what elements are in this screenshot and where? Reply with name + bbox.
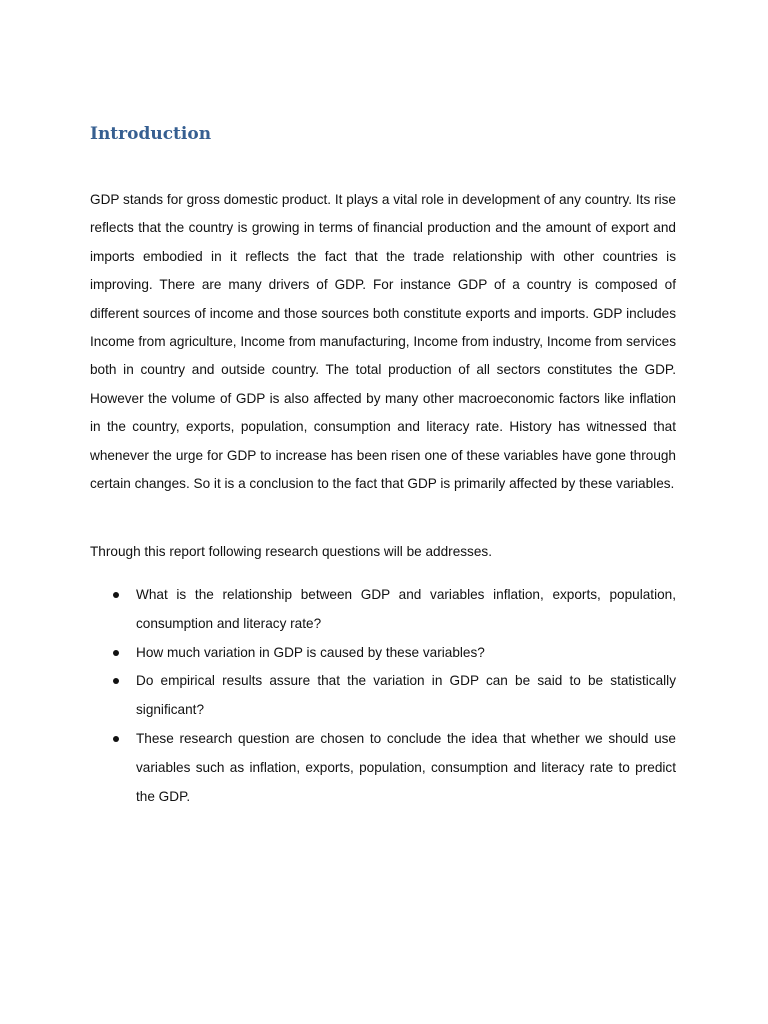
bullet-icon (113, 678, 119, 684)
list-item (90, 725, 676, 811)
section-heading: Introduction (90, 124, 212, 144)
research-lead-paragraph: Through this report following research questions will be addresses. (90, 544, 492, 559)
question-text: Do empirical results assure that the variation in GDP can be said to be statistically significant? (136, 673, 676, 718)
bullet-icon (113, 650, 119, 656)
list-item (90, 667, 676, 725)
bullet-icon (113, 736, 119, 742)
bullet-icon (113, 592, 119, 598)
question-text: How much variation in GDP is caused by these variables? (136, 644, 485, 660)
question-text: These research question are chosen to conclude the idea that whether we should use variables such as inflation, exports, population, consumption and literacy rate to predict the GDP. (136, 730, 676, 804)
intro-paragraph: GDP stands for gross domestic product. It plays a vital role in development of any country. Its rise reflects that the country is growing in terms of financial production and the amount of export and imports embodied in it reflects the fact that the trade relationship with other countries is improving. There are many drivers of GDP. For instance GDP of a country is composed of different sources of income and those sources both constitute exports and imports. GDP includes Income from agriculture, Income from manufacturing, Income from industry, Income from services both in country and outside country. The total production of all sectors constitutes the GDP. However the volume of GDP is also affected by many other macroeconomic factors like inflation in the country, exports, population, consumption and literacy rate. History has witnessed that whenever the urge for GDP to increase has been risen one of these variables have gone through certain changes. So it is a conclusion to the fact that GDP is primarily affected by these variables. (90, 192, 676, 492)
list-item (90, 581, 676, 639)
list-item (90, 639, 676, 668)
question-text: What is the relationship between GDP and variables inflation, exports, population, consumption and literacy rate? (136, 587, 676, 631)
research-questions-list (90, 581, 676, 811)
